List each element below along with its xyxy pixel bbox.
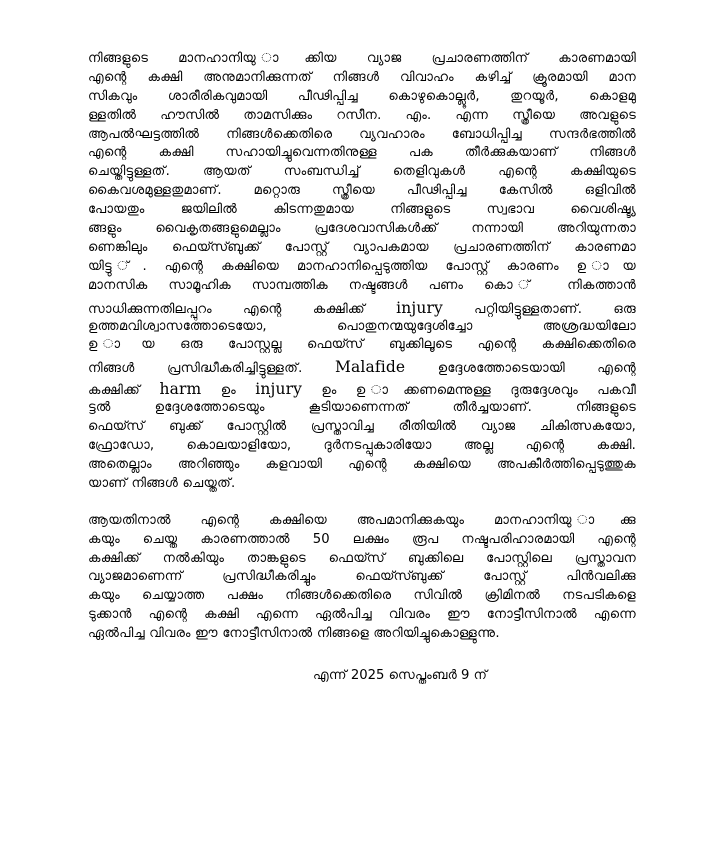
text-line: ങ്ങളും വൈകൃതങ്ങളുമെല്ലാം പ്രദേശവാസികൾക്ക് നന്നായി അറിയുന്നതാ xyxy=(88,221,636,237)
text-line: പോയതും ജയിലിൽ കിടന്നതുമായ നിങ്ങളുടെ സ്വഭാവ വൈശിഷ്ട്യ xyxy=(88,202,636,218)
paragraph-spacer xyxy=(88,494,636,512)
text-segment: ഉം xyxy=(201,383,256,399)
text-line: കയും ചെയ്യാത്ത പക്ഷം നിങ്ങൾക്കെതിരെ സിവിൽ ക്രിമിനൽ നടപടികളെ xyxy=(88,588,636,604)
text-segment: ഉം ഉ ാക്കണമെന്നുള്ള ദുരുദ്ദേശവും പകവീ xyxy=(302,383,636,399)
text-line: ചെയ്തിട്ടുള്ളത്. ആയത് സംബന്ധിച്ച് തെളിവുകൾ എന്റെ കക്ഷിയുടെ xyxy=(88,164,636,180)
text-line: ഉത്തമവിശ്വാസത്തോടെയോ, പൊതുനന്മയുദ്ദേശിച്ചോ അശ്രദ്ധയിലോ xyxy=(88,318,636,334)
english-term-harm: harm xyxy=(159,380,202,399)
text-line xyxy=(88,377,636,399)
text-segment: കക്ഷിക്ക് xyxy=(88,383,160,399)
paragraph-1 xyxy=(88,50,636,494)
text-line: ആപൽഘട്ടത്തിൽ നിങ്ങൾക്കെതിരെ വ്യവഹാരം ബോധിപ്പിച്ച സന്ദർഭത്തിൽ xyxy=(88,126,636,142)
paragraph-2 xyxy=(88,512,636,644)
text-line: വ്യാജമാണെന്ന് പ്രസിദ്ധീകരിച്ചും ഫെയ്സ്ബുക്ക് പോസ്റ്റ് പിൻവലിക്കു xyxy=(88,569,636,585)
text-segment: പറ്റിയിട്ടുള്ളതാണ്. ഒരു xyxy=(442,301,637,317)
text-line: കക്ഷിക്ക് നൽകിയും താങ്കളുടെ ഫെയ്സ് ബുക്കിലെ പോസ്റ്റിലെ പ്രസ്താവന xyxy=(88,550,636,566)
text-line: എന്റെ കക്ഷി സഹായിച്ചുവെന്നതിനുള്ള പക തീർക്കുകയാണ് നിങ്ങൾ xyxy=(88,145,636,161)
text-line: ഫ്രോഡോ, കൊലയാളിയോ, ദുർനടപ്പുകാരിയോ അല്ല എന്റെ കക്ഷി. xyxy=(88,438,636,454)
text-line: ട്ടൽ ഉദ്ദേശത്തോടെയും കൂടിയാണെന്നത് തീർച്ചയാണ്. നിങ്ങളുടെ xyxy=(88,400,636,416)
text-line: ണെങ്കിലും ഫെയ്സ്ബുക്ക് പോസ്റ്റ് വ്യാപകമായ പ്രചാരണത്തിന് കാരണമാ xyxy=(88,239,636,255)
text-segment: ഉദ്ദേശത്തോടെയായി എന്റെ xyxy=(405,361,636,377)
text-line xyxy=(88,355,636,377)
text-segment: സാധിക്കുന്നതിലപ്പുറം എന്റെ കക്ഷിക്ക് xyxy=(88,301,397,317)
text-line: ള്ളതിൽ ഹൗസിൽ താമസിക്കും റസീന. എം. എന്ന സ്ത്രീയെ അവളുടെ xyxy=(88,107,636,123)
english-term-malafide: Malafide xyxy=(334,358,406,377)
document-page xyxy=(88,50,636,644)
text-line: സികവും ശാരീരികവുമായി പീഢിപ്പിച്ച കൊഴുകൊല്ലൂർ, തുറയൂർ, കൊളമു xyxy=(88,88,636,104)
text-line: മാനസിക സാമൂഹിക സാമ്പത്തിക നഷ്ടങ്ങൾ പണം കൊ ് നികത്താൻ xyxy=(88,277,636,293)
text-line: ആയതിനാൽ എന്റെ കക്ഷിയെ അപമാനിക്കുകയും മാനഹാനിയു ാക്കു xyxy=(88,512,636,528)
closing-date-line: എന്ന് 2025 സെപ്തംബർ 9 ന് xyxy=(313,668,488,683)
text-line: ഉ ായ ഒരു പോസ്റ്റല്ല ഫെയ്സ് ബുക്കിലൂടെ എന്റെ കക്ഷിക്കെതിരെ xyxy=(88,337,636,353)
text-line: കൈവശമുള്ളതുമാണ്. മറ്റൊരു സ്ത്രീയെ പീഢിപ്പിച്ച കേസിൽ ഒളിവിൽ xyxy=(88,183,636,199)
text-segment: നിങ്ങൾ പ്രസിദ്ധീകരിച്ചിട്ടുള്ളത്. xyxy=(88,361,335,377)
text-line: ടുക്കാൻ എന്റെ കക്ഷി എന്നെ ഏൽപിച്ച വിവരം ഈ നോട്ടീസിനാൽ എന്നെ xyxy=(88,607,636,623)
text-line: അതെല്ലാം അറിഞ്ഞും കളവായി എന്റെ കക്ഷിയെ അപകീർത്തിപ്പെടുത്തുക xyxy=(88,457,636,473)
text-line: എന്റെ കക്ഷി അനുമാനിക്കുന്നത് നിങ്ങൾ വിവാഹം കഴിച്ച് ക്രൂരമായി മാന xyxy=(88,69,636,85)
english-term-injury: injury xyxy=(396,298,443,317)
text-line: യാണ് നിങ്ങൾ ചെയ്തത്. xyxy=(88,475,236,491)
text-line: കയും ചെയ്ത കാരണത്താൽ 50 ലക്ഷം രൂപ നഷ്ടപരിഹാരമായി എന്റെ xyxy=(88,531,636,547)
text-line: ഫെയ്സ് ബുക്ക് പോസ്റ്റിൽ പ്രസ്താവിച്ച രീതിയിൽ വ്യാജ ചികിത്സകയോ, xyxy=(88,419,636,435)
text-line: യിട്ടു ്. എന്റെ കക്ഷിയെ മാനഹാനിപ്പെടുത്തിയ പോസ്റ്റ് കാരണം ഉ ായ xyxy=(88,258,636,274)
text-line xyxy=(88,296,636,318)
text-line: നിങ്ങളുടെ മാനഹാനിയു ാക്കിയ വ്യാജ പ്രചാരണത്തിന് കാരണമായി xyxy=(88,51,636,66)
english-term-injury: injury xyxy=(255,380,303,399)
text-line: ഏൽപിച്ച വിവരം ഈ നോട്ടീസിനാൽ നിങ്ങളെ അറിയിച്ചുകൊള്ളുന്നു. xyxy=(88,626,500,642)
